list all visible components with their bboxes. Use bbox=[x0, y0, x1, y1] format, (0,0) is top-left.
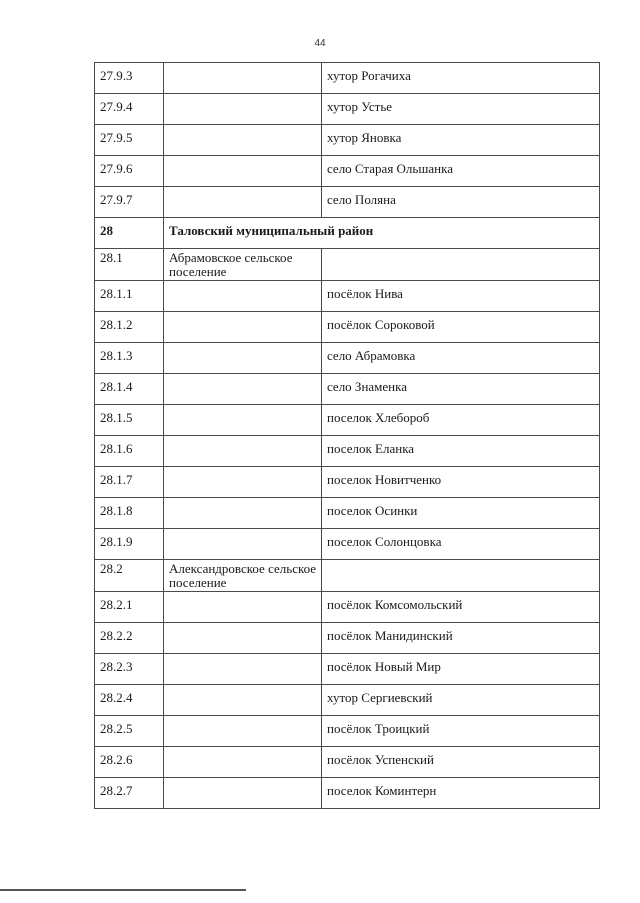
code-cell: 28.2.5 bbox=[95, 716, 164, 747]
page-number: 44 bbox=[314, 38, 326, 49]
district-row bbox=[95, 218, 600, 249]
code-cell: 28.1.6 bbox=[95, 436, 164, 467]
settlement-cell bbox=[164, 716, 322, 747]
locality-cell: село Поляна bbox=[322, 187, 600, 218]
table-row bbox=[95, 343, 600, 374]
settlement-cell bbox=[164, 685, 322, 716]
code-cell: 28 bbox=[95, 218, 164, 249]
locality-cell: поселок Еланка bbox=[322, 436, 600, 467]
locality-cell: посёлок Новый Мир bbox=[322, 654, 600, 685]
locality-cell: село Знаменка bbox=[322, 374, 600, 405]
table-row bbox=[95, 592, 600, 623]
table-row bbox=[95, 467, 600, 498]
locality-cell: посёлок Нива bbox=[322, 281, 600, 312]
code-cell: 28.2.7 bbox=[95, 778, 164, 809]
code-cell: 28.1.1 bbox=[95, 281, 164, 312]
settlement-cell bbox=[164, 436, 322, 467]
settlement-row bbox=[95, 560, 600, 592]
code-cell: 27.9.4 bbox=[95, 94, 164, 125]
locality-cell: посёлок Троицкий bbox=[322, 716, 600, 747]
settlement-cell bbox=[164, 374, 322, 405]
settlement-cell bbox=[164, 312, 322, 343]
locality-cell: поселок Солонцовка bbox=[322, 529, 600, 560]
locality-cell: село Абрамовка bbox=[322, 343, 600, 374]
table-row bbox=[95, 156, 600, 187]
code-cell: 28.2 bbox=[95, 560, 164, 592]
table-row bbox=[95, 187, 600, 218]
settlement-cell bbox=[164, 187, 322, 218]
footer-divider bbox=[0, 889, 246, 891]
settlement-cell bbox=[164, 156, 322, 187]
settlement-cell bbox=[164, 778, 322, 809]
code-cell: 28.1.7 bbox=[95, 467, 164, 498]
locality-cell: посёлок Манидинский bbox=[322, 623, 600, 654]
code-cell: 28.1.8 bbox=[95, 498, 164, 529]
table-row bbox=[95, 716, 600, 747]
settlement-cell: Абрамовское сельское поселение bbox=[164, 249, 322, 281]
locality-cell: посёлок Сороковой bbox=[322, 312, 600, 343]
table-row bbox=[95, 529, 600, 560]
code-cell: 28.1.3 bbox=[95, 343, 164, 374]
code-cell: 28.1.9 bbox=[95, 529, 164, 560]
settlement-row bbox=[95, 249, 600, 281]
settlement-cell bbox=[164, 94, 322, 125]
code-cell: 27.9.5 bbox=[95, 125, 164, 156]
code-cell: 27.9.6 bbox=[95, 156, 164, 187]
locality-cell bbox=[322, 560, 600, 592]
locality-cell: хутор Рогачиха bbox=[322, 63, 600, 94]
table-row bbox=[95, 436, 600, 467]
locality-cell: поселок Новитченко bbox=[322, 467, 600, 498]
settlement-cell bbox=[164, 125, 322, 156]
locality-cell: посёлок Комсомольский bbox=[322, 592, 600, 623]
locality-cell: поселок Хлебороб bbox=[322, 405, 600, 436]
locality-cell: хутор Сергиевский bbox=[322, 685, 600, 716]
code-cell: 28.2.1 bbox=[95, 592, 164, 623]
table-row bbox=[95, 623, 600, 654]
table-row bbox=[95, 747, 600, 778]
settlement-cell bbox=[164, 592, 322, 623]
settlement-cell bbox=[164, 623, 322, 654]
locality-cell bbox=[322, 249, 600, 281]
table-row bbox=[95, 63, 600, 94]
district-name-cell: Таловский муниципальный район bbox=[164, 218, 600, 249]
locality-cell: поселок Коминтерн bbox=[322, 778, 600, 809]
settlement-cell bbox=[164, 281, 322, 312]
code-cell: 28.2.6 bbox=[95, 747, 164, 778]
code-cell: 28.1.2 bbox=[95, 312, 164, 343]
table-row bbox=[95, 374, 600, 405]
code-cell: 28.1.5 bbox=[95, 405, 164, 436]
locality-cell: хутор Устье bbox=[322, 94, 600, 125]
settlement-cell bbox=[164, 498, 322, 529]
table-row bbox=[95, 778, 600, 809]
locality-cell: село Старая Ольшанка bbox=[322, 156, 600, 187]
table-row bbox=[95, 685, 600, 716]
locality-cell: посёлок Успенский bbox=[322, 747, 600, 778]
code-cell: 27.9.3 bbox=[95, 63, 164, 94]
locality-cell: поселок Осинки bbox=[322, 498, 600, 529]
table-row bbox=[95, 312, 600, 343]
table-row bbox=[95, 125, 600, 156]
code-cell: 27.9.7 bbox=[95, 187, 164, 218]
settlement-cell bbox=[164, 529, 322, 560]
settlements-table bbox=[94, 62, 600, 809]
settlement-cell bbox=[164, 747, 322, 778]
code-cell: 28.2.3 bbox=[95, 654, 164, 685]
settlement-cell bbox=[164, 63, 322, 94]
table-row bbox=[95, 405, 600, 436]
settlement-cell bbox=[164, 654, 322, 685]
table-row bbox=[95, 281, 600, 312]
code-cell: 28.2.2 bbox=[95, 623, 164, 654]
table-row bbox=[95, 654, 600, 685]
table-row bbox=[95, 498, 600, 529]
settlement-cell bbox=[164, 405, 322, 436]
code-cell: 28.2.4 bbox=[95, 685, 164, 716]
settlement-cell: Александровское сельское поселение bbox=[164, 560, 322, 592]
code-cell: 28.1.4 bbox=[95, 374, 164, 405]
table-row bbox=[95, 94, 600, 125]
settlement-cell bbox=[164, 467, 322, 498]
code-cell: 28.1 bbox=[95, 249, 164, 281]
settlement-cell bbox=[164, 343, 322, 374]
locality-cell: хутор Яновка bbox=[322, 125, 600, 156]
